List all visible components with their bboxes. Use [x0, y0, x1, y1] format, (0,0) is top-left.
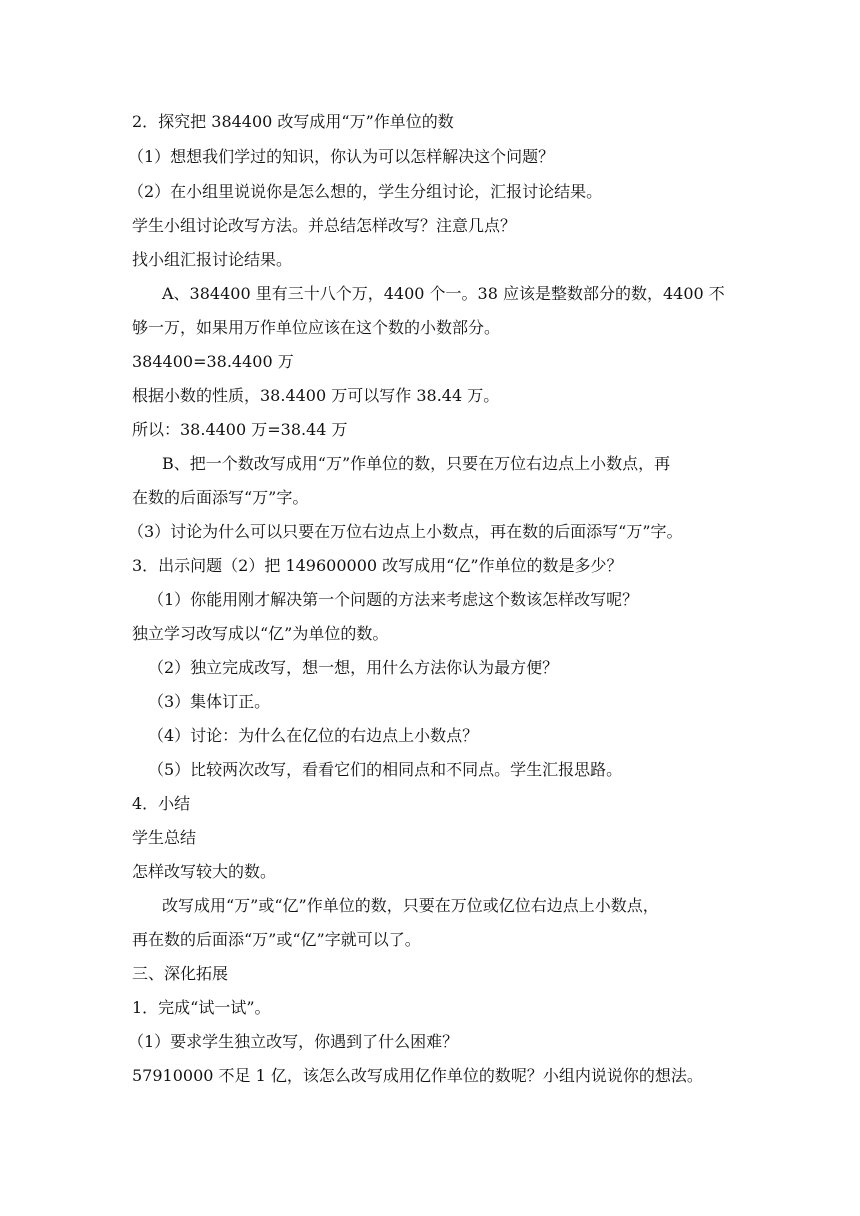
text-line: （1）你能用刚才解决第一个问题的方法来考虑这个数该怎样改写呢？: [148, 590, 639, 609]
text-line: 1．完成“试一试”。: [132, 998, 271, 1017]
text-line: 学生小组讨论改写方法。并总结怎样改写？注意几点？: [132, 216, 517, 235]
text-line: （5）比较两次改写，看看它们的相同点和不同点。学生汇报思路。: [148, 760, 623, 779]
text-line: 怎样改写较大的数。: [132, 862, 277, 881]
text-line: 够一万，如果用万作单位应该在这个数的小数部分。: [132, 318, 501, 337]
text-line: 57910000 不足 1 亿，该怎么改写成用亿作单位的数呢？小组内说说你的想法。: [132, 1066, 703, 1085]
text-line: （3）集体订正。: [148, 692, 271, 711]
text-line: （2）独立完成改写，想一想，用什么方法你认为最方便？: [148, 658, 559, 677]
text-line: （4）讨论：为什么在亿位的右边点上小数点？: [148, 726, 479, 745]
text-line: B、把一个数改写成用“万”作单位的数，只要在万位右边点上小数点，再: [162, 454, 671, 473]
text-line: 找小组汇报讨论结果。: [132, 250, 293, 269]
text-line: 再在数的后面添“万”或“亿”字就可以了。: [132, 930, 421, 949]
text-line: 4．小结: [132, 794, 191, 813]
text-line: 3．出示问题（2）把 149600000 改写成用“亿”作单位的数是多少？: [132, 556, 623, 575]
text-line: 三、深化拓展: [132, 964, 229, 983]
text-line: 根据小数的性质，38.4400 万可以写作 38.44 万。: [132, 386, 500, 405]
text-line: （1）想想我们学过的知识，你认为可以怎样解决这个问题？: [128, 147, 555, 166]
text-line: （3）讨论为什么可以只要在万位右边点上小数点，再在数的后面添写“万”字。: [128, 522, 683, 541]
text-line: 学生总结: [132, 828, 197, 847]
text-line: 384400=38.4400 万: [132, 352, 294, 371]
text-line: A、384400 里有三十八个万，4400 个一。38 应该是整数部分的数，4400 不: [162, 284, 725, 303]
text-line: 所以：38.4400 万=38.44 万: [132, 420, 348, 439]
text-line: 独立学习改写成以“亿”为单位的数。: [132, 624, 389, 643]
text-line: 2．探究把 384400 改写成用“万”作单位的数: [132, 112, 454, 131]
text-line: （2）在小组里说说你是怎么想的，学生分组讨论，汇报讨论结果。: [128, 182, 603, 201]
text-line: 在数的后面添写“万”字。: [132, 488, 309, 507]
text-line: 改写成用“万”或“亿”作单位的数，只要在万位或亿位右边点上小数点，: [162, 896, 659, 915]
text-line: （1）要求学生独立改写，你遇到了什么困难？: [128, 1032, 459, 1051]
